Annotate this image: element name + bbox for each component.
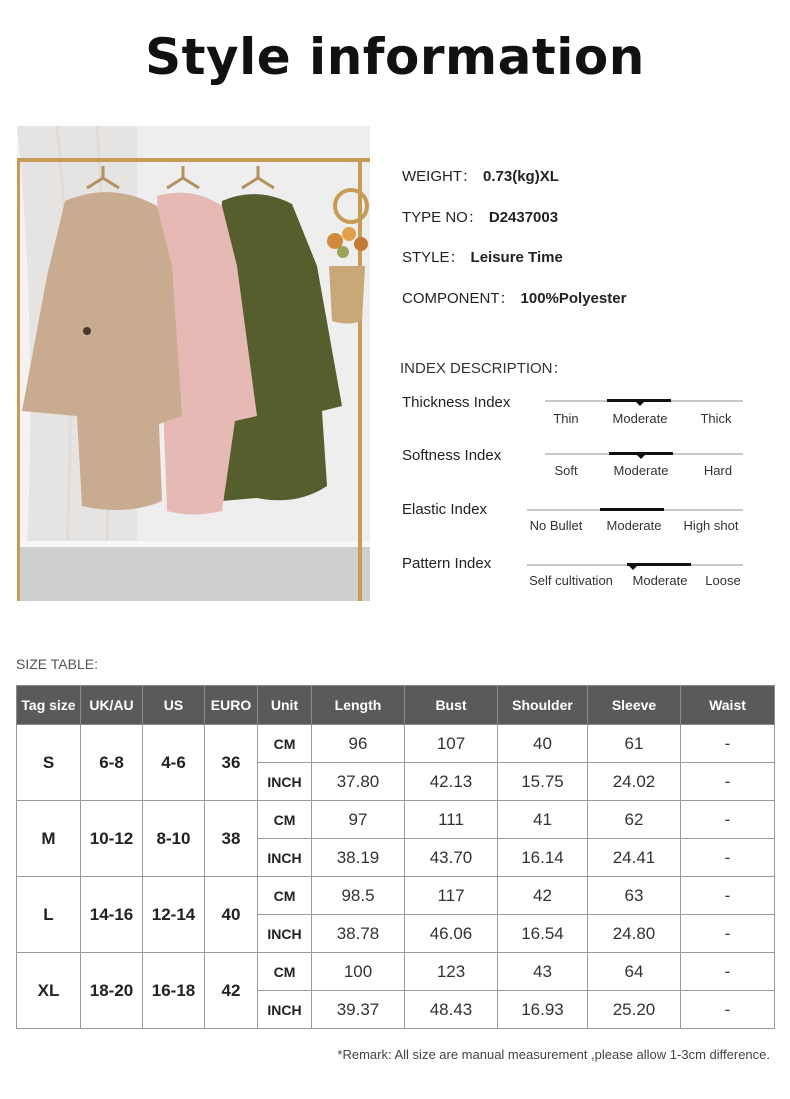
sleeve-cell: 24.80 bbox=[588, 915, 681, 953]
shoulder-cell: 43 bbox=[498, 953, 588, 991]
header-length: Length bbox=[312, 686, 405, 725]
header-unit: Unit bbox=[258, 686, 312, 725]
bust-cell: 123 bbox=[405, 953, 498, 991]
us-cell: 8-10 bbox=[143, 801, 205, 877]
waist-cell: - bbox=[681, 801, 775, 839]
euro-cell: 36 bbox=[205, 725, 258, 801]
style-label: STYLE： bbox=[402, 249, 465, 266]
size-tag-cell: L bbox=[17, 877, 81, 953]
table-row bbox=[17, 877, 775, 915]
weight-row bbox=[402, 165, 559, 186]
header-uk-au: UK/AU bbox=[81, 686, 143, 725]
table-row bbox=[17, 801, 775, 839]
euro-cell: 38 bbox=[205, 801, 258, 877]
component-value: 100%Polyester bbox=[520, 290, 627, 307]
length-cell: 98.5 bbox=[312, 877, 405, 915]
softness-soft-label: Soft bbox=[554, 463, 578, 478]
thickness-thin-label: Thin bbox=[553, 411, 579, 426]
euro-cell: 40 bbox=[205, 877, 258, 953]
bust-cell: 48.43 bbox=[405, 991, 498, 1029]
type-no-row bbox=[402, 206, 558, 227]
unit-cell: CM bbox=[258, 725, 312, 763]
waist-cell: - bbox=[681, 991, 775, 1029]
pattern-loose-label: Loose bbox=[705, 573, 741, 588]
waist-cell: - bbox=[681, 725, 775, 763]
unit-cell: CM bbox=[258, 953, 312, 991]
waist-cell: - bbox=[681, 763, 775, 801]
unit-cell: CM bbox=[258, 801, 312, 839]
bust-cell: 46.06 bbox=[405, 915, 498, 953]
header-us: US bbox=[143, 686, 205, 725]
length-cell: 97 bbox=[312, 801, 405, 839]
length-cell: 96 bbox=[312, 725, 405, 763]
style-value: Leisure Time bbox=[470, 249, 563, 266]
us-cell: 12-14 bbox=[143, 877, 205, 953]
header-shoulder: Shoulder bbox=[498, 686, 588, 725]
euro-cell: 42 bbox=[205, 953, 258, 1029]
bust-cell: 117 bbox=[405, 877, 498, 915]
type-no-label: TYPE NO： bbox=[402, 209, 483, 226]
thickness-index-label: Thickness Index bbox=[402, 394, 511, 411]
bust-cell: 107 bbox=[405, 725, 498, 763]
header-tag-size: Tag size bbox=[17, 686, 81, 725]
table-row bbox=[17, 953, 775, 991]
size-table-header bbox=[17, 686, 775, 725]
header-waist: Waist bbox=[681, 686, 775, 725]
uk-au-cell: 10-12 bbox=[81, 801, 143, 877]
shoulder-cell: 40 bbox=[498, 725, 588, 763]
size-tag-cell: M bbox=[17, 801, 81, 877]
length-cell: 39.37 bbox=[312, 991, 405, 1029]
weight-label: WEIGHT： bbox=[402, 168, 477, 185]
unit-cell: CM bbox=[258, 877, 312, 915]
remark-note: *Remark: All size are manual measurement ,please allow 1-3cm difference. bbox=[337, 1047, 770, 1062]
product-photo bbox=[17, 126, 370, 601]
size-table bbox=[16, 685, 775, 1029]
unit-cell: INCH bbox=[258, 915, 312, 953]
uk-au-cell: 6-8 bbox=[81, 725, 143, 801]
waist-cell: - bbox=[681, 877, 775, 915]
shoulder-cell: 16.14 bbox=[498, 839, 588, 877]
size-tag-cell: XL bbox=[17, 953, 81, 1029]
header-bust: Bust bbox=[405, 686, 498, 725]
waist-cell: - bbox=[681, 915, 775, 953]
sleeve-cell: 24.02 bbox=[588, 763, 681, 801]
waist-cell: - bbox=[681, 839, 775, 877]
shoulder-cell: 41 bbox=[498, 801, 588, 839]
weight-value: 0.73(kg)XL bbox=[483, 168, 559, 185]
length-cell: 100 bbox=[312, 953, 405, 991]
size-tag-cell: S bbox=[17, 725, 81, 801]
length-cell: 38.78 bbox=[312, 915, 405, 953]
type-no-value: D2437003 bbox=[488, 209, 559, 226]
page-title: Style information bbox=[145, 28, 645, 86]
table-row bbox=[17, 725, 775, 763]
thickness-index-marker bbox=[636, 402, 644, 406]
length-cell: 38.19 bbox=[312, 839, 405, 877]
bust-cell: 43.70 bbox=[405, 839, 498, 877]
sleeve-cell: 25.20 bbox=[588, 991, 681, 1029]
header-sleeve: Sleeve bbox=[588, 686, 681, 725]
coats-on-rack-photo bbox=[17, 126, 370, 601]
pattern-index-marker bbox=[629, 566, 637, 570]
softness-hard-label: Hard bbox=[703, 463, 733, 478]
elastic-index-label: Elastic Index bbox=[402, 501, 488, 518]
us-cell: 4-6 bbox=[143, 725, 205, 801]
bust-cell: 111 bbox=[405, 801, 498, 839]
uk-au-cell: 18-20 bbox=[81, 953, 143, 1029]
style-row bbox=[402, 246, 563, 267]
unit-cell: INCH bbox=[258, 763, 312, 801]
softness-moderate-label: Moderate bbox=[613, 463, 669, 478]
component-row bbox=[402, 287, 626, 308]
waist-cell: - bbox=[681, 953, 775, 991]
elastic-no-bullet-label: No Bullet bbox=[529, 518, 583, 533]
thickness-thick-label: Thick bbox=[700, 411, 732, 426]
unit-cell: INCH bbox=[258, 991, 312, 1029]
sleeve-cell: 24.41 bbox=[588, 839, 681, 877]
softness-index-marker bbox=[637, 455, 645, 459]
shoulder-cell: 16.54 bbox=[498, 915, 588, 953]
pattern-self-cultivation-label: Self cultivation bbox=[529, 573, 613, 588]
header-euro: EURO bbox=[205, 686, 258, 725]
pattern-moderate-label: Moderate bbox=[632, 573, 688, 588]
sleeve-cell: 64 bbox=[588, 953, 681, 991]
us-cell: 16-18 bbox=[143, 953, 205, 1029]
elastic-index-selected bbox=[600, 508, 664, 511]
component-label: COMPONENT： bbox=[402, 290, 515, 307]
elastic-high-shot-label: High shot bbox=[683, 518, 739, 533]
sleeve-cell: 62 bbox=[588, 801, 681, 839]
length-cell: 37.80 bbox=[312, 763, 405, 801]
softness-index-label: Softness Index bbox=[402, 447, 502, 464]
bust-cell: 42.13 bbox=[405, 763, 498, 801]
unit-cell: INCH bbox=[258, 839, 312, 877]
elastic-moderate-label: Moderate bbox=[606, 518, 662, 533]
thickness-moderate-label: Moderate bbox=[612, 411, 668, 426]
uk-au-cell: 14-16 bbox=[81, 877, 143, 953]
sleeve-cell: 61 bbox=[588, 725, 681, 763]
sleeve-cell: 63 bbox=[588, 877, 681, 915]
index-description-heading: INDEX DESCRIPTION： bbox=[400, 360, 568, 377]
shoulder-cell: 42 bbox=[498, 877, 588, 915]
shoulder-cell: 15.75 bbox=[498, 763, 588, 801]
pattern-index-label: Pattern Index bbox=[402, 555, 492, 572]
shoulder-cell: 16.93 bbox=[498, 991, 588, 1029]
size-table-caption: SIZE TABLE: bbox=[16, 656, 98, 672]
